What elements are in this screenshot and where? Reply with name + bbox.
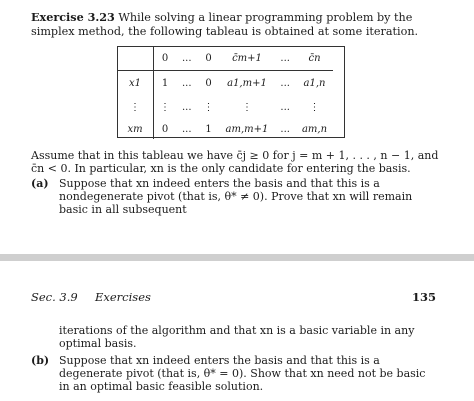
page-number: 135	[411, 290, 436, 304]
part-a-label: (a)	[31, 177, 49, 190]
tableau-cell: ...	[280, 123, 290, 135]
tableau-cell: am,n	[301, 123, 328, 135]
part-b-label: (b)	[31, 354, 50, 367]
tableau-header-cell: c̄m+1	[220, 46, 275, 71]
tableau-cell: ...	[182, 101, 192, 113]
tableau-cell: ...	[182, 77, 192, 89]
tableau-basis-label: ⋮	[117, 95, 154, 119]
tableau-basis-label: x1	[117, 71, 154, 96]
tableau-corner	[117, 46, 154, 71]
tableau-row	[117, 71, 333, 96]
tableau-header-cell: c̄n	[296, 46, 333, 71]
exercise-statement	[31, 10, 436, 39]
part-a-continued: iterations of the algorithm and that xn is a basic variable in any optimal basis.	[59, 324, 415, 350]
tableau-cell: a1,n	[303, 77, 326, 89]
tableau-cell: am,m+1	[225, 123, 269, 135]
tableau-cell: ⋮	[309, 101, 320, 113]
tableau-basis-label: xm	[117, 119, 154, 139]
page-break	[0, 254, 474, 261]
tableau-cell: 1	[205, 123, 212, 135]
part-a-text: Suppose that xn indeed enters the basis and that this is a nondegenerate pivot (that is, θ* ≠ 0). Prove that xn will remain basic in all subsequent	[59, 177, 413, 216]
tableau-cell: 1	[161, 77, 169, 89]
tableau-header-cell: 0	[198, 46, 220, 71]
part-b-text: Suppose that xn indeed enters the basis and that this is a degenerate pivot (that is, θ* = 0). Show that xn need not be basic in an optimal basic feasible solution.	[59, 354, 426, 393]
tableau-row	[117, 119, 333, 139]
tableau-cell: ...	[280, 101, 290, 113]
tableau-cell: ⋮	[203, 101, 214, 113]
tableau-header-cell: 0	[154, 46, 177, 71]
tableau-cell: ...	[182, 123, 192, 135]
tableau-cell: ⋮	[160, 101, 170, 113]
tableau-cell: 0	[205, 77, 212, 89]
running-header-section: Sec. 3.9	[31, 290, 78, 304]
tableau-cell: 0	[161, 123, 169, 135]
simplex-tableau	[117, 46, 333, 139]
exercise-intro: While solving a linear programming problem by the simplex method, the following tableau is obtained at some iteration.	[31, 11, 419, 38]
exercise-label: Exercise 3.23	[31, 10, 115, 24]
page-bottom	[0, 261, 474, 401]
tableau-row	[117, 95, 333, 119]
tableau-cell: a1,m+1	[227, 77, 267, 89]
running-header-title: Exercises	[95, 290, 151, 304]
assumption-paragraph: Assume that in this tableau we have c̄j ≥ 0 for j = m + 1, . . . , n − 1, and c̄n < 0. In particular, xn is the only candidate for entering the basis.	[31, 149, 439, 175]
tableau-cell: ...	[280, 77, 290, 89]
tableau-header-cell: ...	[274, 46, 296, 71]
tableau-cell: ⋮	[241, 101, 252, 113]
tableau-header-row	[117, 46, 333, 71]
tableau-header-cell: ...	[176, 46, 198, 71]
